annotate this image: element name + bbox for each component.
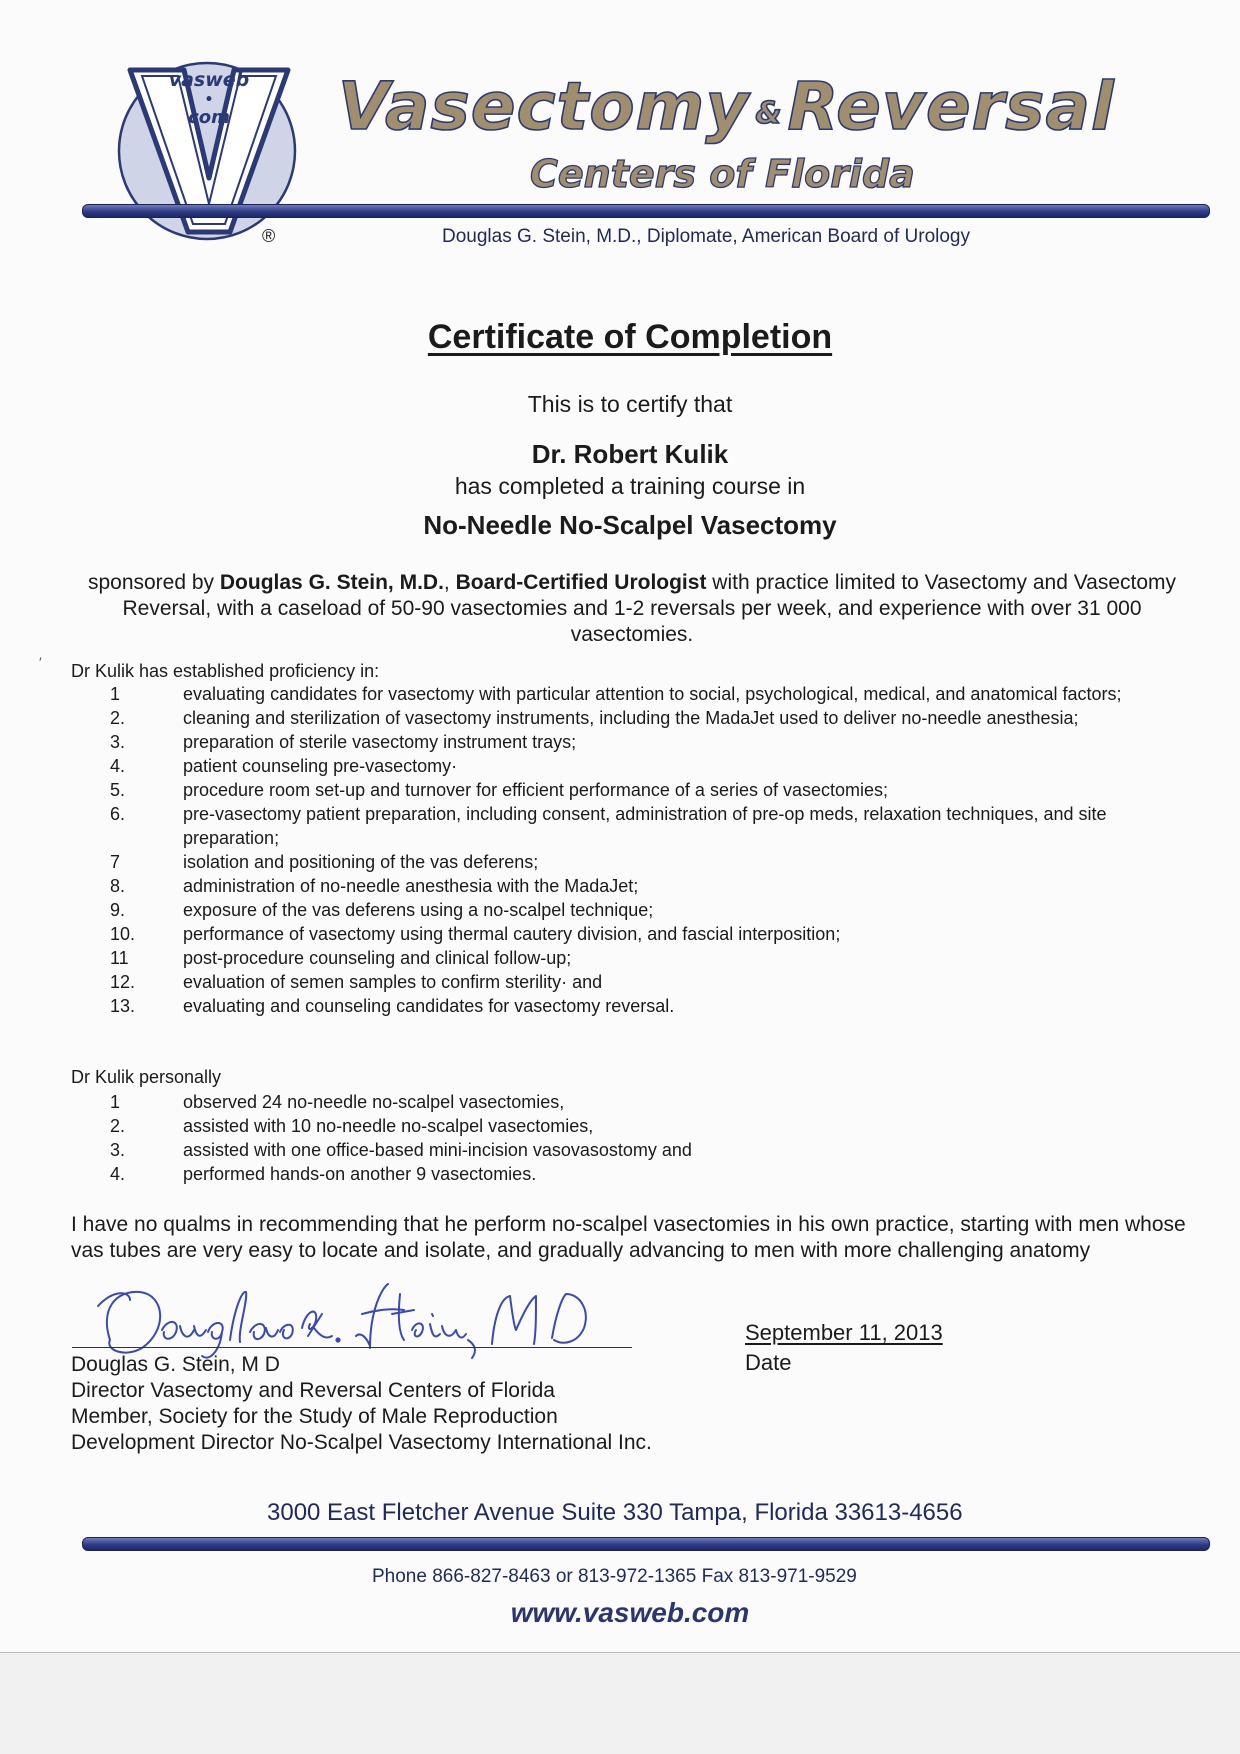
signer-role-member: Member, Society for the Study of Male Reproduction — [71, 1405, 558, 1428]
title-reversal: Reversal — [787, 68, 1115, 145]
course-name: No-Needle No-Scalpel Vasectomy — [423, 510, 837, 540]
date-label: Date — [745, 1350, 792, 1375]
list-item — [110, 682, 1203, 706]
item-number: 5. — [110, 780, 126, 800]
clinic-title — [338, 68, 1218, 145]
proficiency-intro: Dr Kulik has established proficiency in: — [71, 661, 380, 681]
item-text: exposure of the vas deferens using a no-scalpel technique; — [183, 900, 654, 920]
list-item — [110, 754, 1203, 778]
item-text: cleaning and sterilization of vasectomy instruments, including the MadaJet used to deliver no-needle anesthesia; — [183, 708, 1079, 728]
item-number: 11 — [110, 948, 129, 968]
item-text: evaluating and counseling candidates for vasectomy reversal. — [183, 996, 675, 1016]
margin-mark: ′ — [39, 654, 42, 670]
list-item — [110, 1114, 1183, 1138]
item-number: 3. — [110, 1140, 126, 1160]
list-item — [110, 1090, 1183, 1114]
completed-line: has completed a training course in — [454, 473, 806, 499]
item-number: 9. — [110, 900, 126, 920]
item-number: 12. — [110, 972, 136, 992]
signer-role-development: Development Director No-Scalpel Vasectomy International Inc. — [71, 1431, 652, 1454]
title-vasectomy: Vasectomy — [338, 68, 750, 145]
list-item — [110, 730, 1203, 754]
sponsor-paragraph — [68, 570, 1196, 648]
item-text: evaluating candidates for vasectomy with particular attention to social, psychological, medical, and anatomical factors; — [183, 684, 1122, 704]
item-text: patient counseling pre-vasectomy· — [183, 756, 458, 776]
list-item — [110, 946, 1203, 970]
item-number: 8. — [110, 876, 126, 896]
item-text: preparation of sterile vasectomy instrument trays; — [183, 732, 577, 752]
item-number: 7 — [110, 852, 121, 872]
list-item — [110, 1138, 1183, 1162]
logo-text-vasweb: vasweb — [168, 69, 250, 91]
list-item — [110, 922, 1203, 946]
item-number: 2. — [110, 1116, 126, 1136]
signer-role-director: Director Vasectomy and Reversal Centers of Florida — [71, 1379, 555, 1402]
list-item — [110, 970, 1203, 994]
sponsor-details: with practice limited to Vasectomy and Vasectomy Reversal, with a caseload of 50-90 vasectomies and 1-2 reversals per week, and experience with over 31 000 vasectomies. — [122, 571, 1177, 646]
item-number: 4. — [110, 1164, 126, 1184]
item-text: post-procedure counseling and clinical follow-up; — [183, 948, 572, 968]
footer-divider — [82, 1537, 1210, 1551]
recipient-name: Dr. Robert Kulik — [531, 439, 729, 469]
sponsor-name: Douglas G. Stein, M.D. — [219, 571, 444, 594]
proficiency-list — [110, 682, 1203, 1018]
item-number: 1 — [110, 684, 121, 704]
sponsor-prefix: sponsored by — [87, 571, 220, 594]
list-item — [110, 994, 1203, 1018]
item-text: evaluation of semen samples to confirm sterility· and — [183, 972, 603, 992]
item-text: administration of no-needle anesthesia with the MadaJet; — [183, 876, 639, 896]
item-number: 13. — [110, 996, 136, 1016]
certificate-title: Certificate of Completion — [427, 318, 833, 356]
item-text: assisted with one office-based mini-incision vasovasostomy and — [183, 1140, 692, 1160]
item-text: pre-vasectomy patient preparation, including consent, administration of pre-op meds, relaxation techniques, and site preparation; — [183, 804, 1107, 848]
sponsor-separator: , — [443, 571, 456, 594]
recommendation-paragraph: I have no qualms in recommending that he perform no-scalpel vasectomies in his own practice, starting with men whose vas tubes are very easy to locate and isolate, and gradually advancing to men with more challenging anatomy — [71, 1213, 1186, 1262]
item-text: isolation and positioning of the vas deferens; — [183, 852, 539, 872]
list-item — [110, 706, 1203, 730]
header-divider — [82, 204, 1210, 218]
list-item — [110, 1162, 1183, 1186]
list-item — [110, 898, 1203, 922]
list-item — [110, 802, 1203, 850]
clinic-subtitle: Centers of Florida — [530, 152, 915, 196]
item-text: observed 24 no-needle no-scalpel vasectomies, — [183, 1092, 565, 1112]
signature-line — [72, 1347, 632, 1348]
clinic-phones: Phone 866-827-8463 or 813-972-1365 Fax 813-971-9529 — [372, 1566, 857, 1587]
item-text: procedure room set-up and turnover for efficient performance of a series of vasectomies; — [183, 780, 889, 800]
signature-date: September 11, 2013 — [745, 1320, 943, 1345]
logo-text-com: com — [188, 107, 230, 128]
item-text: assisted with 10 no-needle no-scalpel vasectomies, — [183, 1116, 594, 1136]
item-number: 3. — [110, 732, 126, 752]
item-number: 2. — [110, 708, 126, 728]
item-number: 10. — [110, 924, 136, 944]
clinic-address: 3000 East Fletcher Avenue Suite 330 Tampa, Florida 33613-4656 — [267, 1499, 963, 1526]
registered-mark: ® — [262, 226, 276, 246]
item-number: 6. — [110, 804, 126, 824]
certify-line: This is to certify that — [527, 391, 733, 417]
list-item — [110, 874, 1203, 898]
clinic-website: www.vasweb.com — [510, 1597, 750, 1628]
doctor-credentials: Douglas G. Stein, M.D., Diplomate, American Board of Urology — [442, 226, 971, 247]
list-item — [110, 778, 1203, 802]
sponsor-title: Board-Certified Urologist — [455, 571, 707, 594]
logo-text-dot: • — [204, 92, 214, 108]
item-text: performed hands-on another 9 vasectomies. — [183, 1164, 537, 1184]
signer-block — [71, 1352, 652, 1456]
list-item — [110, 850, 1203, 874]
title-ampersand: & — [755, 96, 782, 131]
item-text: performance of vasectomy using thermal cautery division, and fascial interposition; — [183, 924, 841, 944]
item-number: 1 — [110, 1092, 121, 1112]
personal-intro: Dr Kulik personally — [71, 1067, 222, 1087]
personal-experience-list — [110, 1090, 1183, 1186]
scan-margin — [0, 1653, 1240, 1754]
item-number: 4. — [110, 756, 126, 776]
signer-name: Douglas G. Stein, M D — [71, 1353, 280, 1376]
